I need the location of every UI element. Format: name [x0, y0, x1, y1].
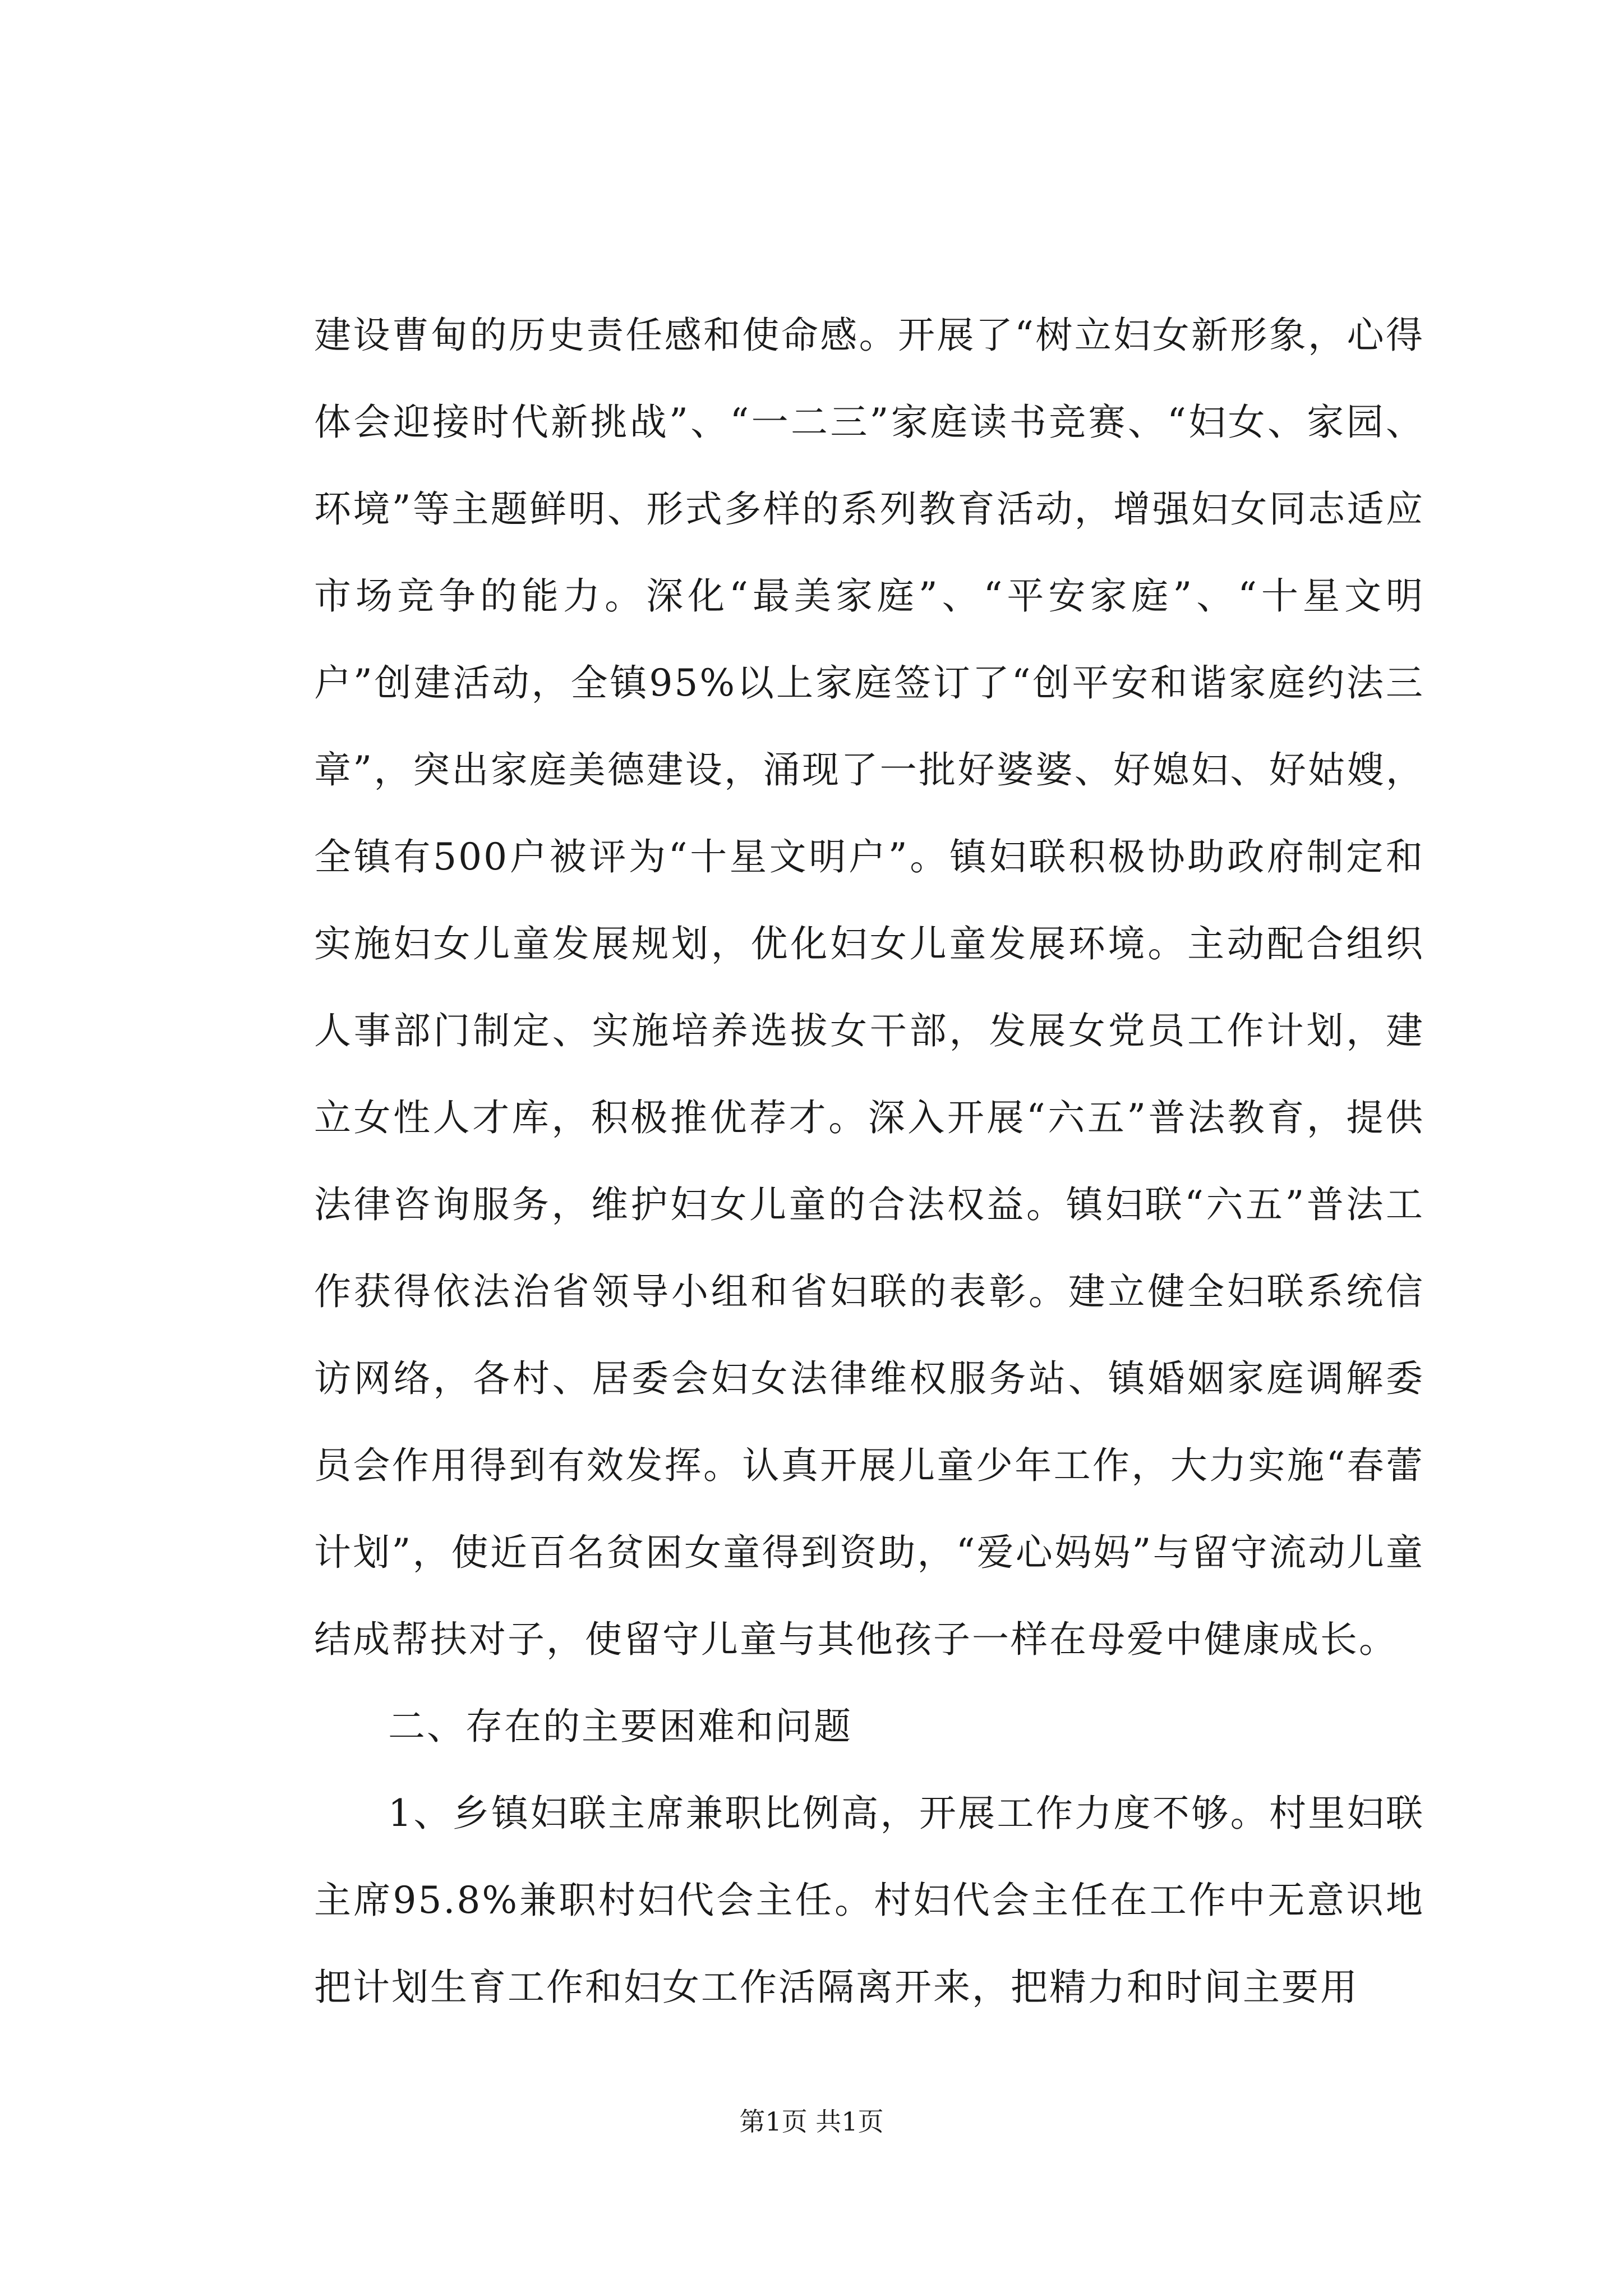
page-footer: 第1页 共1页 [739, 2106, 884, 2137]
paragraph-continuation: 建设曹甸的历史责任感和使命感。开展了“树立妇女新形象，心得体会迎接时代新挑战”、“一二三”家庭读书竞赛、“妇女、家园、环境”等主题鲜明、形式多样的系列教育活动，增强妇女同志适应市场竞争的能力。深化“最美家庭”、“平安家庭”、“十星文明户”创建活动，全镇95%以上家庭签订了“创平安和谐家庭约法三章”，突出家庭美德建设，涌现了一批好婆婆、好媳妇、好姑嫂，全镇有500户被评为“十星文明户”。镇妇联积极协助政府制定和实施妇女儿童发展规划，优化妇女儿童发展环境。主动配合组织人事部门制定、实施培养选拔女干部，发展女党员工作计划，建立女性人才库，积极推优荐才。深入开展“六五”普法教育，提供法律咨询服务，维护妇女儿童的合法权益。镇妇联“六五”普法工作获得依法治省领导小组和省妇联的表彰。建立健全妇联系统信访网络，各村、居委会妇女法律维权服务站、镇婚姻家庭调解委员会作用得到有效发挥。认真开展儿童少年工作，大力实施“春蕾计划”，使近百名贫困女童得到资助，“爱心妈妈”与留守流动儿童结成帮扶对子，使留守儿童与其他孩子一样在母爱中健康成长。 [314, 314, 1424, 1661]
document-body [314, 292, 1424, 2031]
section-heading: 二、存在的主要困难和问题 [388, 1705, 852, 1748]
paragraph-problem-1: 1、乡镇妇联主席兼职比例高，开展工作力度不够。村里妇联主席95.8%兼职村妇代会主任。村妇代会主任在工作中无意识地把计划生育工作和妇女工作活隔离开来，把精力和时间主要用 [314, 1792, 1424, 2009]
